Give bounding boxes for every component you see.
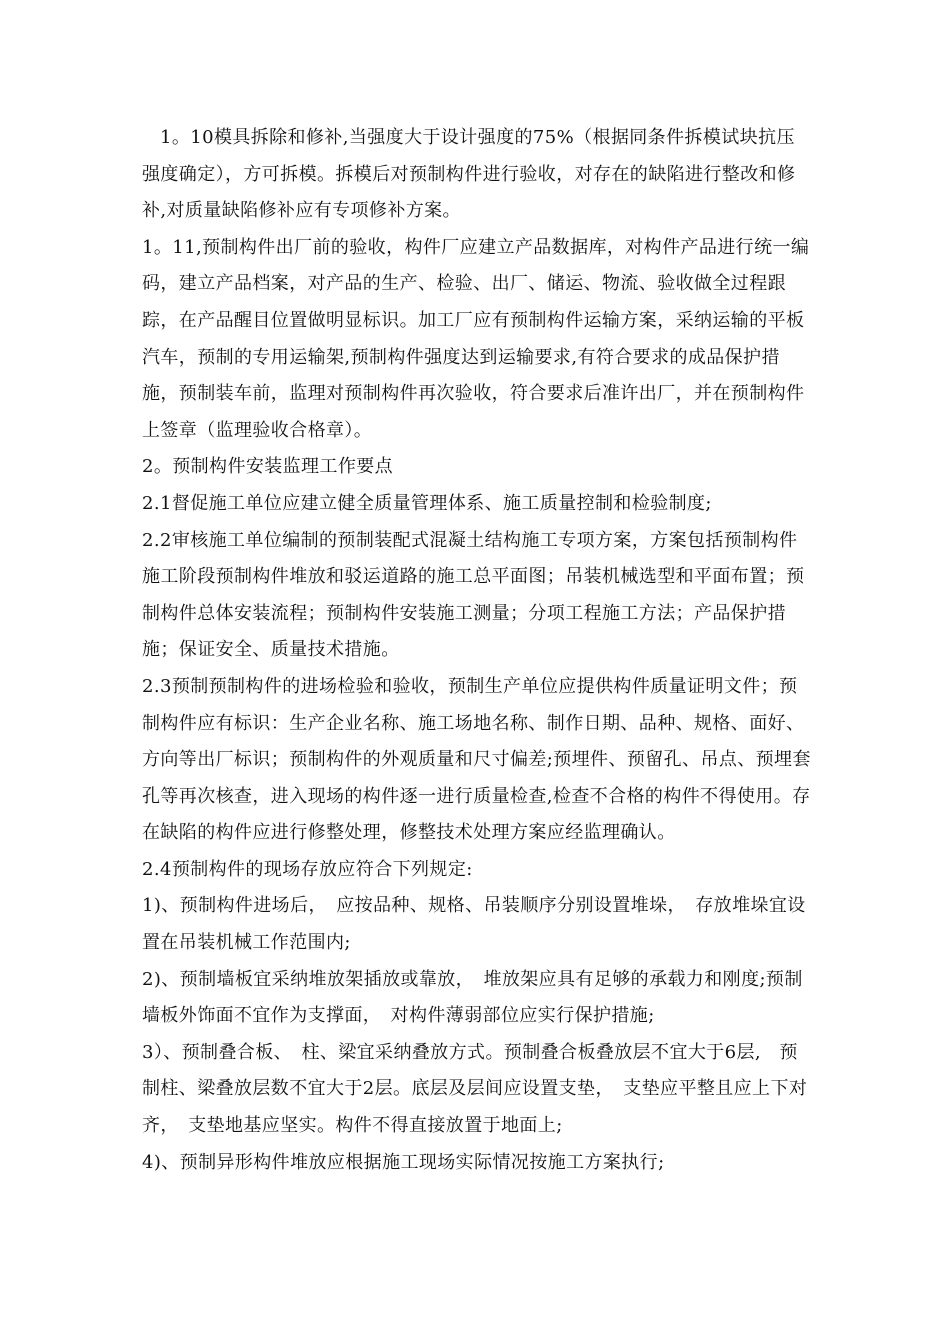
paragraph-1-11-factory-acceptance: 1。11,预制构件出厂前的验收，构件厂应建立产品数据库，对构件产品进行统一编码，建立产品档案，对产品的生产、检验、出厂、储运、物流、验收做全过程跟踪，在产品醒目位置做明显标识。加工厂应有预制构件运输方案，采纳运输的平板汽车，预制的专用运输架,预制构件强度达到运输要求,有符合要求的成品保护措施，预制装车前，监理对预制构件再次验收，符合要求后准许出厂，并在预制构件上签章（监理验收合格章）。 — [142, 236, 810, 441]
list-item-storage-3: 3）、预制叠合板、 柱、梁宜采纳叠放方式。预制叠合板叠放层不宜大于6层, 预制柱、梁叠放层数不宜大于2层。底层及层间应设置支垫， 支垫应平整且应上下对齐， 支垫地基应坚实。构件不得直接放置于地面上; — [142, 1041, 808, 1137]
list-item-storage-4: 4)、预制异形构件堆放应根据施工现场实际情况按施工方案执行; — [142, 1151, 665, 1173]
paragraph-1-10-mold-removal: 1。10模具拆除和修补,当强度大于设计强度的75%（根据同条件拆模试块抗压强度确定），方可拆模。拆模后对预制构件进行验收，对存在的缺陷进行整改和修补,对质量缺陷修补应有专项修补方案。 — [142, 127, 796, 222]
document-body — [142, 120, 812, 1181]
list-item-storage-2: 2)、预制墙板宜采纳堆放架插放或靠放， 堆放架应具有足够的承载力和刚度;预制墙板外饰面不宜作为支撑面， 对构件薄弱部位应实行保护措施; — [142, 968, 803, 1027]
section-heading-2-installation: 2。预制构件安装监理工作要点 — [142, 456, 394, 478]
paragraph-2-2-construction-plan: 2.2审核施工单位编制的预制装配式混凝土结构施工专项方案，方案包括预制构件施工阶段预制构件堆放和驳运道路的施工总平面图；吊装机械选型和平面布置；预制构件总体安装流程；预制构件安装施工测量；分项工程施工方法；产品保护措施；保证安全、质量技术措施。 — [142, 529, 805, 661]
paragraph-2-1-quality-system: 2.1督促施工单位应建立健全质量管理体系、施工质量控制和检验制度; — [142, 492, 712, 514]
paragraph-2-3-site-inspection: 2.3预制预制构件的进场检验和验收，预制生产单位应提供构件质量证明文件；预制构件应有标识：生产企业名称、施工场地名称、制作日期、品种、规格、面好、方向等出厂标识；预制构件的外观质量和尺寸偏差;预埋件、预留孔、吊点、预埋套孔等再次核查，进入现场的构件逐一进行质量检查,检查不合格的构件不得使用。存在缺陷的构件应进行修整处理，修整技术处理方案应经监理确认。 — [142, 675, 811, 844]
list-item-storage-1: 1)、预制构件进场后， 应按品种、规格、吊装顺序分别设置堆垛， 存放堆垛宜设置在吊装机械工作范围内; — [142, 895, 806, 954]
paragraph-2-4-storage-rules: 2.4预制构件的现场存放应符合下列规定: — [142, 858, 473, 880]
